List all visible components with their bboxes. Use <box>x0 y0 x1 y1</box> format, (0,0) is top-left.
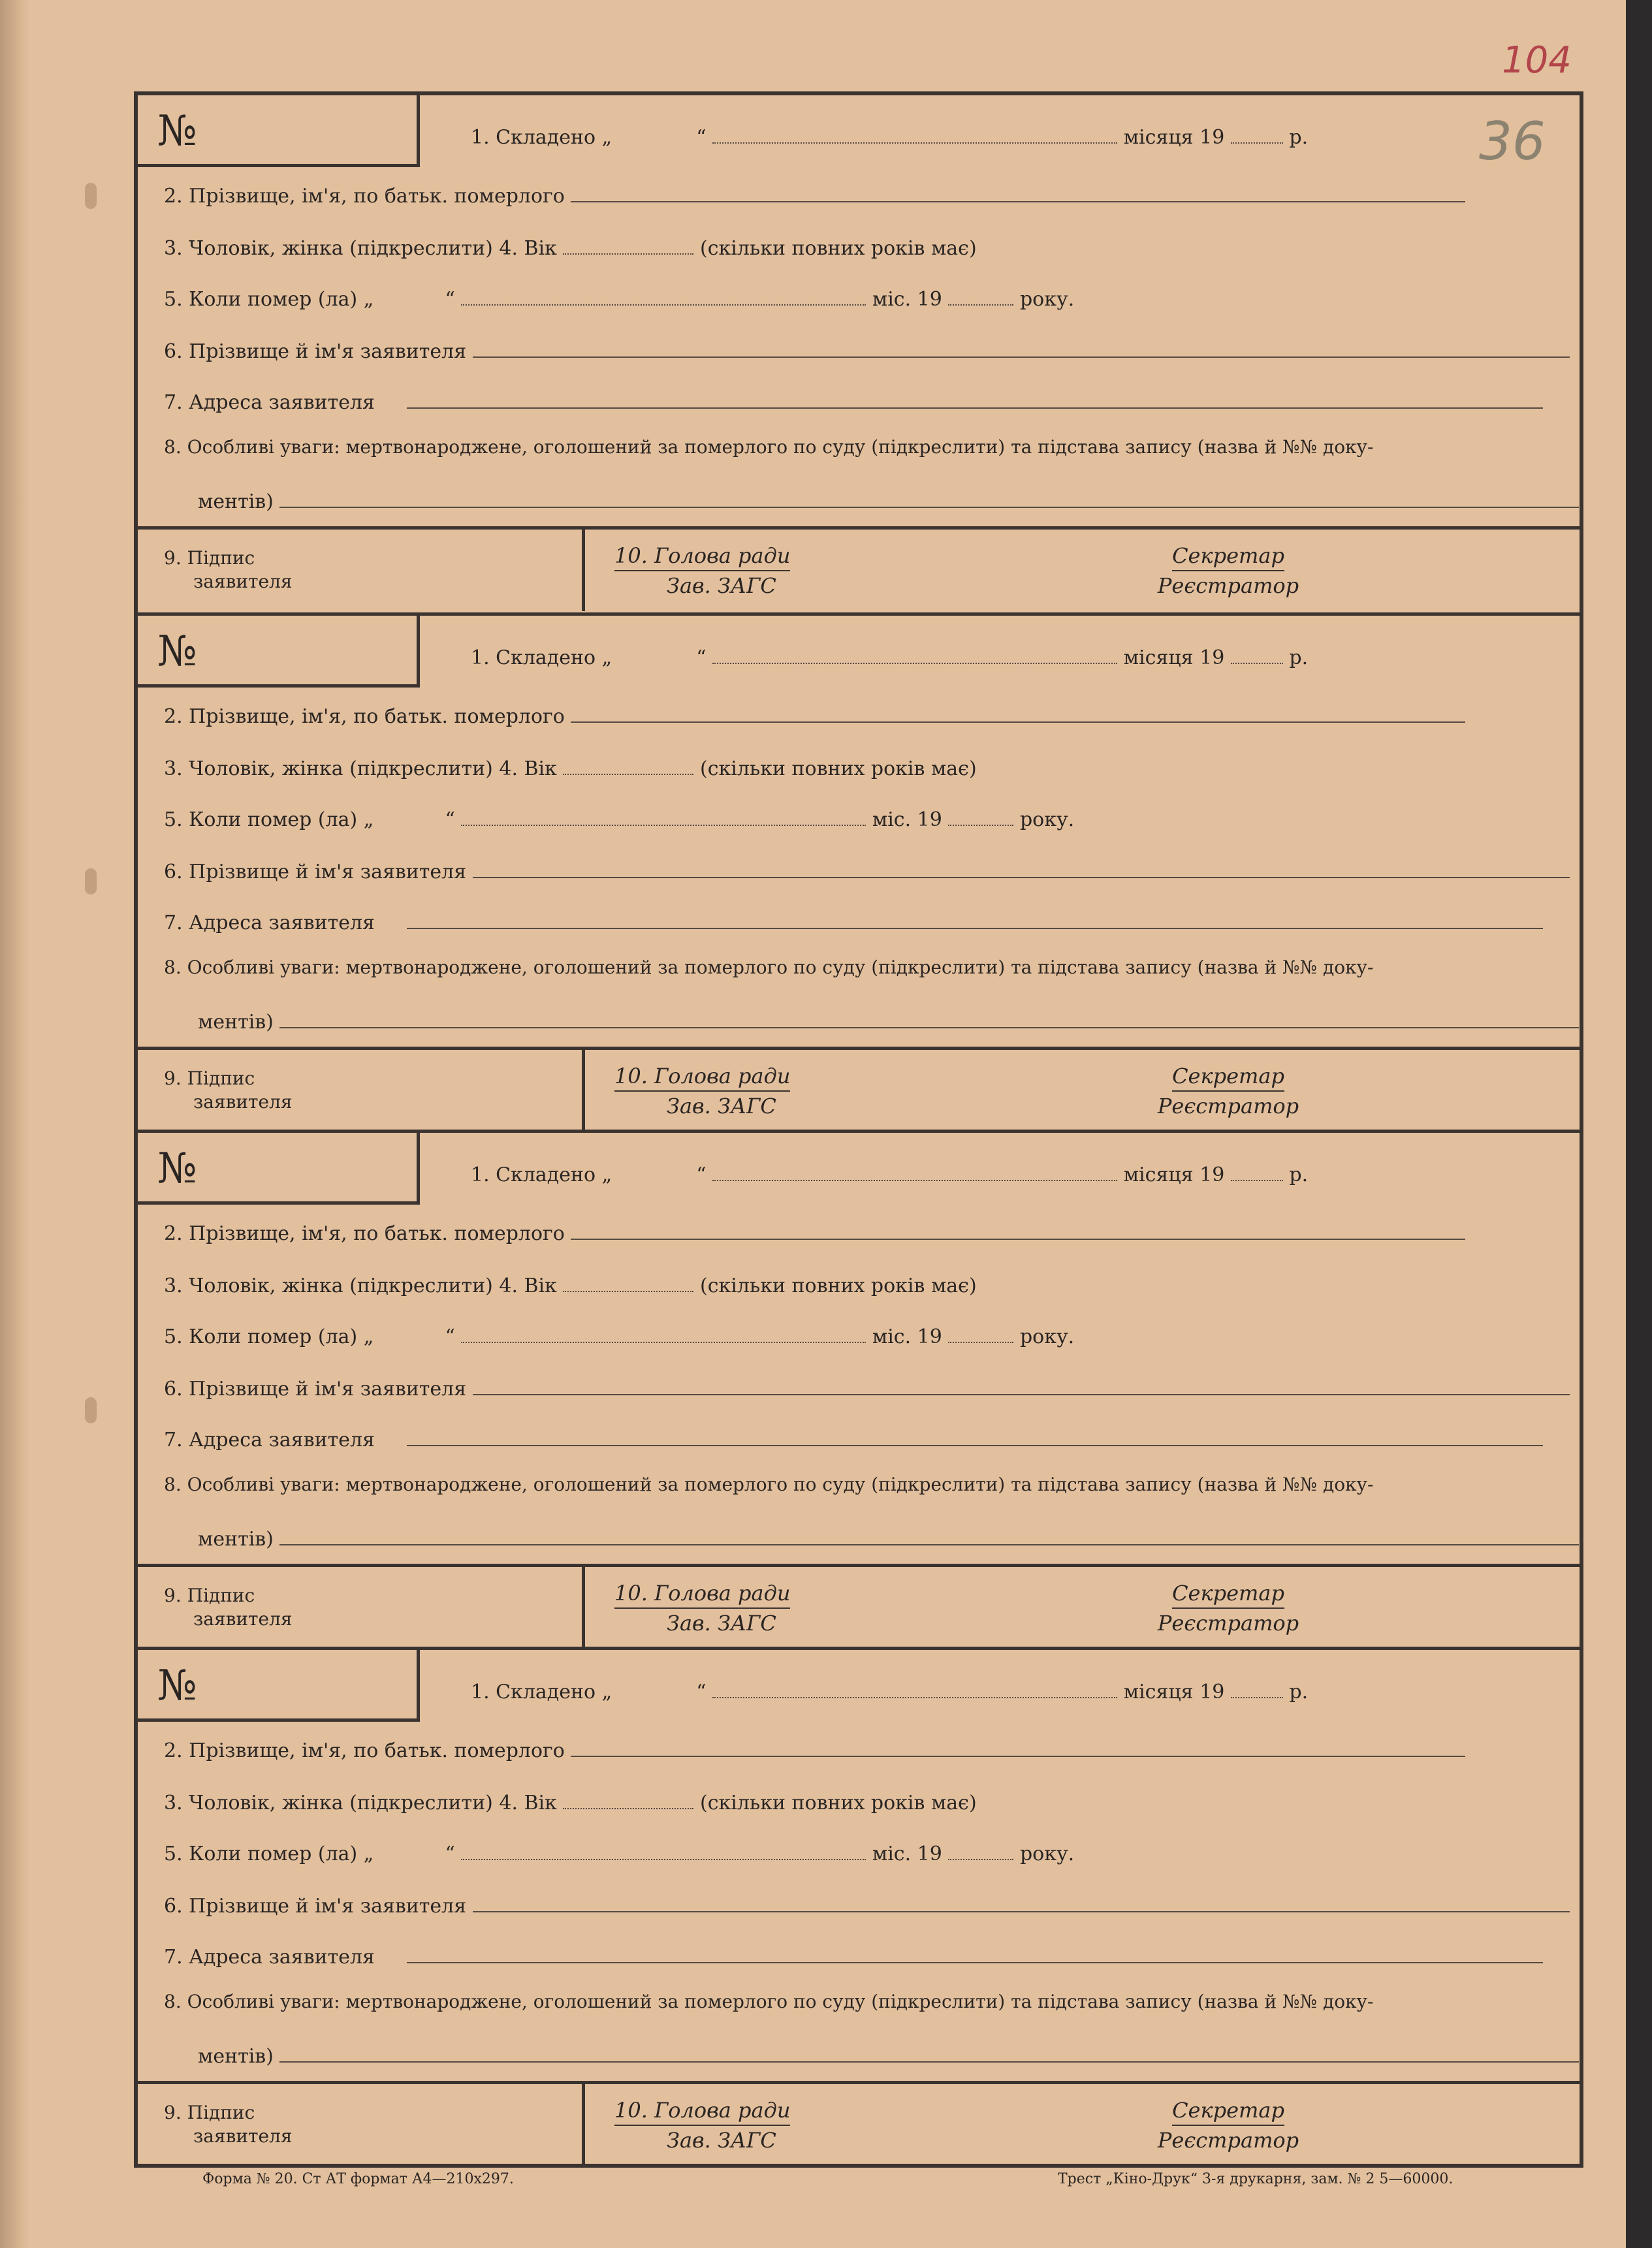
deceased-name-row <box>164 1736 1573 1775</box>
quote-mark: “ <box>696 1681 707 1703</box>
deceased-name-field[interactable] <box>571 1736 1465 1757</box>
death-day-field[interactable] <box>461 1322 866 1343</box>
death-year-suffix: року. <box>1019 808 1075 831</box>
record-section <box>138 95 1580 612</box>
death-date-label: 5. Коли помер (ла) „ <box>164 1843 374 1865</box>
month-label: місяця 19 <box>1123 646 1225 669</box>
applicant-signature-label <box>164 1067 293 1114</box>
council-head-line1: 10. Голова ради <box>614 541 790 571</box>
signature-row <box>138 2081 1580 2166</box>
applicant-address-field[interactable] <box>407 388 1543 409</box>
council-head-line1: 10. Голова ради <box>614 2096 790 2126</box>
age-hint: (скільки повних років має) <box>700 757 977 780</box>
month-label: місяця 19 <box>1123 1681 1225 1703</box>
age-hint: (скільки повних років має) <box>700 1274 977 1297</box>
applicant-address-field[interactable] <box>407 1425 1543 1446</box>
signature-line2: заявителя <box>193 1091 293 1113</box>
signature-line1: 9. Підпис <box>164 1068 255 1089</box>
council-head-line2: Зав. ЗАГС <box>667 573 776 598</box>
compiled-year-field[interactable] <box>1231 1160 1283 1181</box>
special-notes-cont: ментів) <box>198 1528 274 1551</box>
special-notes-cont-row <box>198 1007 1573 1047</box>
death-day-field[interactable] <box>461 805 866 826</box>
applicant-address-field[interactable] <box>407 1942 1543 1963</box>
applicant-name-row <box>164 1892 1573 1931</box>
compiled-day-field[interactable] <box>712 643 1117 664</box>
secretary-line1: Секретар <box>1172 1062 1284 1092</box>
special-notes-label: 8. Особливі уваги: мертвонароджене, оголошений за померлого по суду (підкреслити) та підстава запису (назва й №№ доку- <box>164 957 1374 978</box>
record-section <box>138 612 1580 1130</box>
applicant-address-row <box>164 908 1573 947</box>
applicant-address-label: 7. Адреса заявителя <box>164 391 375 414</box>
compiled-year-field[interactable] <box>1231 1677 1283 1698</box>
secretary-label <box>1156 1579 1300 1638</box>
age-hint: (скільки повних років має) <box>700 1792 977 1814</box>
record-section <box>138 1647 1580 2164</box>
sex-age-row <box>164 1788 1573 1828</box>
applicant-signature-label <box>164 2101 293 2148</box>
quote-mark: “ <box>445 288 455 311</box>
death-month-label: міс. 19 <box>872 1325 942 1348</box>
age-hint: (скільки повних років має) <box>700 237 977 260</box>
death-date-label: 5. Коли помер (ла) „ <box>164 1325 374 1348</box>
special-notes-row <box>164 1474 1573 1513</box>
special-notes-cont-row <box>198 487 1573 526</box>
signature-line1: 9. Підпис <box>164 1585 255 1606</box>
signature-line1: 9. Підпис <box>164 547 255 569</box>
age-field[interactable] <box>563 1271 693 1292</box>
special-notes-label: 8. Особливі уваги: мертвонароджене, оголошений за померлого по суду (підкреслити) та підстава запису (назва й №№ доку- <box>164 436 1374 458</box>
year-suffix: р. <box>1289 1164 1309 1186</box>
secretary-label <box>1156 1062 1300 1120</box>
deceased-name-row <box>164 702 1573 741</box>
compiled-label: 1. Складено „ <box>471 126 612 149</box>
council-head-line2: Зав. ЗАГС <box>667 2128 776 2153</box>
signature-divider <box>582 530 585 611</box>
month-label: місяця 19 <box>1123 1164 1225 1186</box>
signature-divider <box>582 1050 585 1132</box>
sex-age-row <box>164 754 1573 793</box>
special-notes-label: 8. Особливі уваги: мертвонароджене, оголошений за померлого по суду (підкреслити) та підстава запису (назва й №№ доку- <box>164 1474 1374 1495</box>
compiled-label: 1. Складено „ <box>471 646 612 669</box>
council-head-line1: 10. Голова ради <box>614 1579 790 1609</box>
record-number-box <box>138 1650 420 1722</box>
footer-form-info: Форма № 20. Ст АТ формат А4—210х297. <box>202 2171 514 2187</box>
secretary-label <box>1156 541 1300 600</box>
record-section <box>138 1130 1580 1647</box>
death-day-field[interactable] <box>461 1839 866 1860</box>
quote-mark: “ <box>696 646 707 669</box>
special-notes-cont-row <box>198 2042 1573 2081</box>
council-head-label <box>614 1579 790 1638</box>
secretary-line1: Секретар <box>1172 541 1284 571</box>
compiled-date-row <box>471 643 1573 682</box>
compiled-date-row <box>471 1677 1573 1717</box>
deceased-name-row <box>164 1219 1573 1258</box>
special-notes-cont: ментів) <box>198 1011 274 1034</box>
applicant-address-field[interactable] <box>407 908 1543 929</box>
compiled-label: 1. Складено „ <box>471 1164 612 1186</box>
special-notes-field[interactable] <box>279 2042 1579 2063</box>
deceased-name-row <box>164 182 1573 221</box>
year-suffix: р. <box>1289 126 1309 149</box>
special-notes-field[interactable] <box>279 487 1579 508</box>
death-date-row <box>164 805 1573 844</box>
compiled-year-field[interactable] <box>1231 123 1283 144</box>
compiled-year-field[interactable] <box>1231 643 1283 664</box>
deceased-name-field[interactable] <box>571 182 1465 202</box>
applicant-name-field[interactable] <box>473 1374 1570 1395</box>
compiled-date-row <box>471 123 1573 162</box>
year-suffix: р. <box>1289 646 1309 669</box>
applicant-name-label: 6. Прізвище й ім'я заявителя <box>164 340 467 363</box>
signature-line2: заявителя <box>193 2125 293 2147</box>
secretary-line2: Реєстратор <box>1157 2128 1299 2153</box>
compiled-day-field[interactable] <box>712 1160 1117 1181</box>
applicant-address-label: 7. Адреса заявителя <box>164 1946 375 1969</box>
applicant-name-row <box>164 1374 1573 1414</box>
council-head-line2: Зав. ЗАГС <box>667 1611 776 1636</box>
compiled-day-field[interactable] <box>712 123 1117 144</box>
sex-age-row <box>164 234 1573 273</box>
council-head-line2: Зав. ЗАГС <box>667 1094 776 1118</box>
sex-age-label: 3. Чоловік, жінка (підкреслити) 4. Вік <box>164 757 557 780</box>
special-notes-row <box>164 1991 1573 2030</box>
sex-age-row <box>164 1271 1573 1310</box>
applicant-name-field[interactable] <box>473 857 1570 878</box>
special-notes-cont-row <box>198 1525 1573 1564</box>
special-notes-cont: ментів) <box>198 490 274 513</box>
death-year-field[interactable] <box>948 805 1013 826</box>
applicant-name-row <box>164 337 1573 376</box>
applicant-name-row <box>164 857 1573 896</box>
death-month-label: міс. 19 <box>872 288 942 311</box>
signature-row <box>138 1047 1580 1132</box>
secretary-label <box>1156 2096 1300 2155</box>
applicant-name-label: 6. Прізвище й ім'я заявителя <box>164 1895 467 1918</box>
punch-hole <box>85 183 97 209</box>
punch-hole <box>85 868 97 894</box>
applicant-name-label: 6. Прізвище й ім'я заявителя <box>164 1378 467 1401</box>
quote-mark: “ <box>445 1843 455 1865</box>
deceased-name-label: 2. Прізвище, ім'я, по батьк. померлого <box>164 1739 565 1762</box>
death-month-label: міс. 19 <box>872 1843 942 1865</box>
special-notes-field[interactable] <box>279 1525 1579 1545</box>
compiled-date-row <box>471 1160 1573 1199</box>
applicant-signature-label <box>164 546 293 594</box>
death-date-row <box>164 1839 1573 1878</box>
signature-row <box>138 1564 1580 1649</box>
binding-spine <box>0 0 30 2248</box>
month-label: місяця 19 <box>1123 126 1225 149</box>
special-notes-row <box>164 436 1573 475</box>
death-year-suffix: року. <box>1019 1325 1075 1348</box>
signature-line2: заявителя <box>193 571 293 592</box>
death-date-row <box>164 285 1573 324</box>
applicant-address-row <box>164 1942 1573 1982</box>
age-field[interactable] <box>563 234 693 255</box>
sex-age-label: 3. Чоловік, жінка (підкреслити) 4. Вік <box>164 237 557 260</box>
death-date-row <box>164 1322 1573 1361</box>
signature-row <box>138 526 1580 611</box>
death-date-label: 5. Коли помер (ла) „ <box>164 288 374 311</box>
secretary-line2: Реєстратор <box>1157 573 1299 598</box>
applicant-name-field[interactable] <box>473 337 1570 358</box>
special-notes-field[interactable] <box>279 1007 1579 1028</box>
applicant-name-field[interactable] <box>473 1892 1570 1912</box>
signature-divider <box>582 2084 585 2166</box>
handwritten-mark: 104 <box>1502 39 1572 82</box>
quote-mark: “ <box>696 126 707 149</box>
handwritten-page-number: 36 <box>1479 111 1546 172</box>
death-year-field[interactable] <box>948 1322 1013 1343</box>
secretary-line1: Секретар <box>1172 2096 1284 2126</box>
punch-hole <box>85 1397 97 1423</box>
signature-divider <box>582 1567 585 1649</box>
signature-line2: заявителя <box>193 1608 293 1630</box>
council-head-label <box>614 2096 790 2155</box>
quote-mark: “ <box>445 808 455 831</box>
age-field[interactable] <box>563 1788 693 1809</box>
quote-mark: “ <box>696 1164 707 1186</box>
deceased-name-label: 2. Прізвище, ім'я, по батьк. померлого <box>164 705 565 728</box>
applicant-address-row <box>164 1425 1573 1464</box>
sex-age-label: 3. Чоловік, жінка (підкреслити) 4. Вік <box>164 1274 557 1297</box>
death-year-suffix: року. <box>1019 288 1075 311</box>
council-head-label <box>614 541 790 600</box>
death-year-field[interactable] <box>948 1839 1013 1860</box>
record-number-box <box>138 95 420 167</box>
death-year-field[interactable] <box>948 285 1013 306</box>
signature-line1: 9. Підпис <box>164 2102 255 2123</box>
secretary-line2: Реєстратор <box>1157 1611 1299 1636</box>
record-number-label: № <box>157 107 197 155</box>
age-field[interactable] <box>563 754 693 775</box>
compiled-label: 1. Складено „ <box>471 1681 612 1703</box>
council-head-line1: 10. Голова ради <box>614 1062 790 1092</box>
council-head-label <box>614 1062 790 1120</box>
death-record-form <box>134 91 1583 2168</box>
applicant-address-row <box>164 388 1573 427</box>
special-notes-label: 8. Особливі уваги: мертвонароджене, оголошений за померлого по суду (підкреслити) та підстава запису (назва й №№ доку- <box>164 1991 1374 2012</box>
applicant-name-label: 6. Прізвище й ім'я заявителя <box>164 861 467 883</box>
compiled-day-field[interactable] <box>712 1677 1117 1698</box>
deceased-name-field[interactable] <box>571 1219 1465 1240</box>
secretary-line1: Секретар <box>1172 1579 1284 1609</box>
special-notes-cont: ментів) <box>198 2045 274 2068</box>
deceased-name-field[interactable] <box>571 702 1465 723</box>
secretary-line2: Реєстратор <box>1157 1094 1299 1118</box>
death-date-label: 5. Коли помер (ла) „ <box>164 808 374 831</box>
sex-age-label: 3. Чоловік, жінка (підкреслити) 4. Вік <box>164 1792 557 1814</box>
applicant-address-label: 7. Адреса заявителя <box>164 911 375 934</box>
record-number-label: № <box>157 1662 197 1710</box>
quote-mark: “ <box>445 1325 455 1348</box>
applicant-signature-label <box>164 1584 293 1631</box>
footer-printer-info: Трест „Кіно-Друк“ 3-я друкарня, зам. № 2 5—60000. <box>1058 2171 1453 2187</box>
death-year-suffix: року. <box>1019 1843 1075 1865</box>
special-notes-row <box>164 957 1573 996</box>
year-suffix: р. <box>1289 1681 1309 1703</box>
record-number-box <box>138 616 420 688</box>
death-month-label: міс. 19 <box>872 808 942 831</box>
record-number-label: № <box>157 627 197 676</box>
deceased-name-label: 2. Прізвище, ім'я, по батьк. померлого <box>164 185 565 208</box>
applicant-address-label: 7. Адреса заявителя <box>164 1429 375 1451</box>
record-number-label: № <box>157 1145 197 1193</box>
record-number-box <box>138 1133 420 1205</box>
death-day-field[interactable] <box>461 285 866 306</box>
deceased-name-label: 2. Прізвище, ім'я, по батьк. померлого <box>164 1222 565 1245</box>
